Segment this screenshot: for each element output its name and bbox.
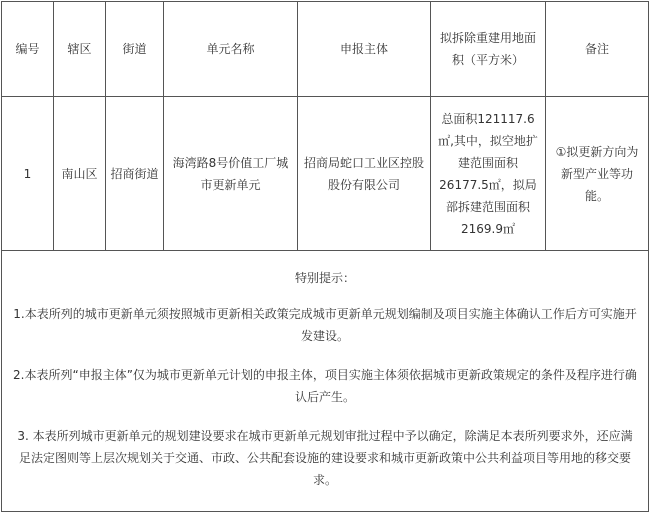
cell-street: 招商街道 (106, 97, 164, 251)
cell-district: 南山区 (54, 97, 106, 251)
notes-title: 特别提示： (294, 271, 355, 285)
header-unit-name: 单元名称 (164, 2, 298, 97)
area-detail-1: 其中，拟空地扩建范围面积26177.5 (439, 133, 538, 192)
cell-number: 1 (2, 97, 54, 251)
table-row (2, 97, 649, 251)
cell-area (431, 97, 546, 251)
update-unit-table (1, 1, 649, 512)
note-item-3: 3. 本表所列城市更新单元的规划建设要求在城市更新单元规划审批过程中予以确定，除满足本表所列要求外，还应满足法定图则等上层次规划关于交通、市政、公共配套设施的建设要求和城市更新政策中公共利益项目等用地的移交要求。 (17, 429, 633, 487)
area-total: 总面积121117.6㎡, (438, 111, 535, 148)
cell-unit-name: 海湾路8号价值工厂城市更新单元 (164, 97, 298, 251)
header-area: 拟拆除重建用地面积（平方米） (431, 2, 546, 97)
note-item-2: 2.本表所列“申报主体”仅为城市更新单元计划的申报主体，项目实施主体须依据城市更新政策规定的条件及程序进行确认后产生。 (13, 368, 637, 404)
notes-cell (2, 251, 649, 512)
notes-row (2, 251, 649, 512)
area-detail-2: ㎡，拟局部拆建范围面积2169.9㎡ (445, 177, 537, 236)
header-number: 编号 (2, 2, 54, 97)
header-applicant: 申报主体 (298, 2, 431, 97)
note-item-1: 1.本表所列的城市更新单元须按照城市更新相关政策完成城市更新单元规划编制及项目实施主体确认工作后方可实施开发建设。 (13, 307, 637, 343)
header-street: 街道 (106, 2, 164, 97)
header-remarks: 备注 (546, 2, 649, 97)
header-district: 辖区 (54, 2, 106, 97)
cell-remarks: ①拟更新方向为新型产业等功能。 (546, 97, 649, 251)
notes-block (2, 251, 648, 491)
cell-applicant: 招商局蛇口工业区控股股份有限公司 (298, 97, 431, 251)
table-header-row (2, 2, 649, 97)
